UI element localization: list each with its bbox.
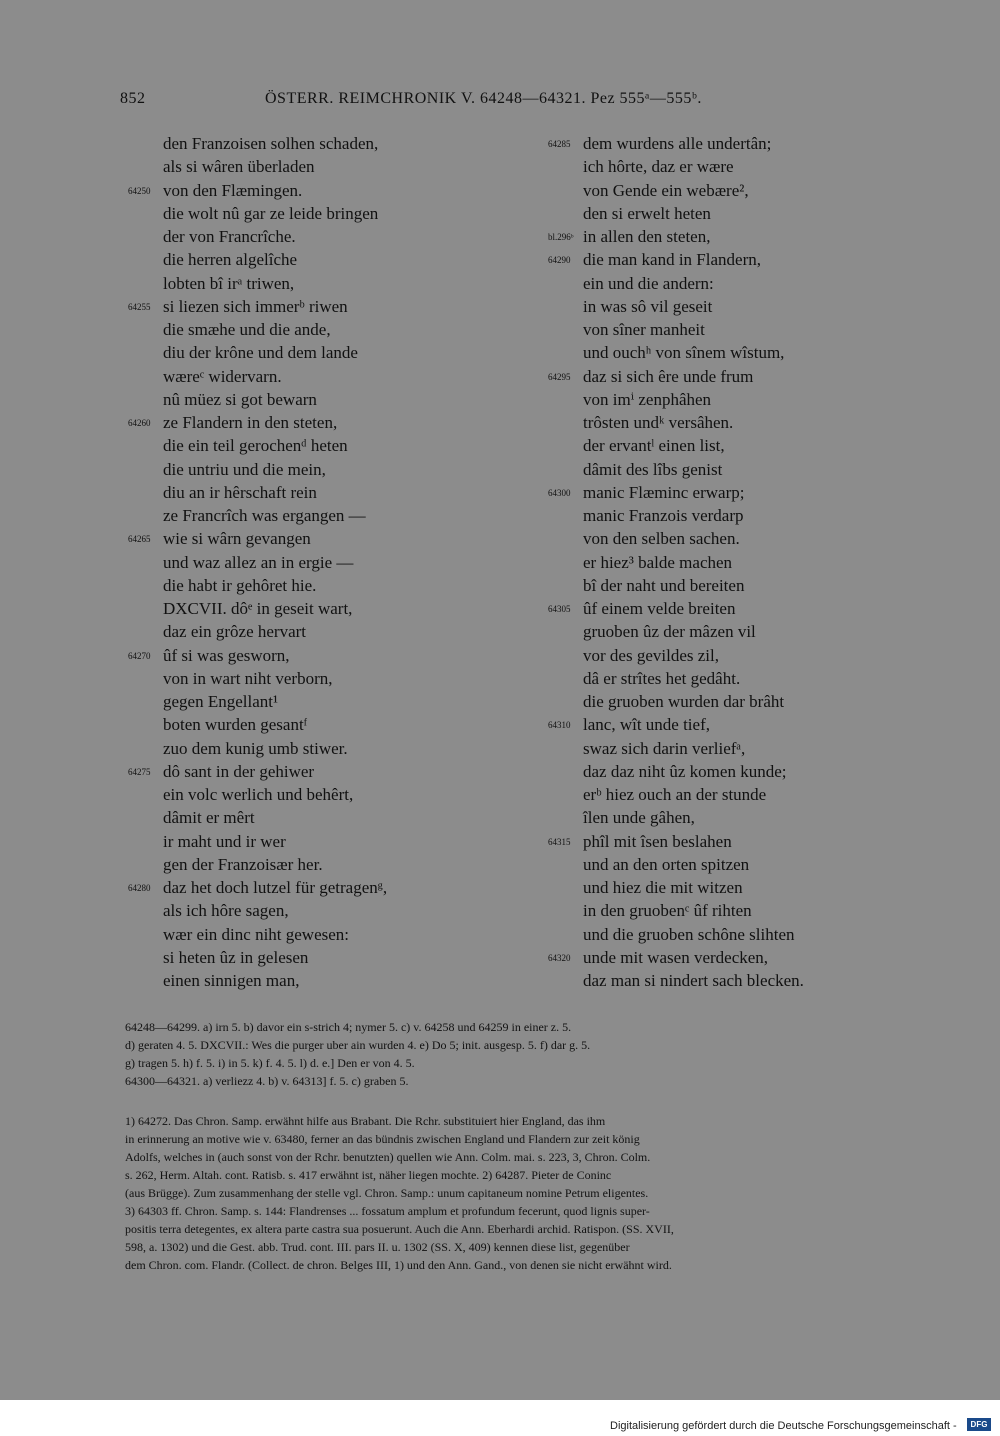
verse-text: daz daz niht ûz komen kunde; [583,761,787,781]
verse-line [490,644,890,667]
verse-line [490,899,890,922]
verse-text: den Franzoisen solhen schaden, [163,134,379,153]
verse-number: 64260 [128,418,151,428]
verse-text: daz si sich êre unde frum [583,366,754,386]
verse-line [0,458,480,481]
verse-line [0,946,480,969]
verse-text: nû müez si got bewarn [163,389,317,409]
verse-text: manic Flæminc erwarp; [583,482,745,502]
verse-text: die gruoben wurden dar brâht [583,692,785,711]
verse-text: gegen Engellant¹ [163,692,279,711]
verse-text: die man kand in Flandern, [583,250,761,270]
verse-line [490,737,890,760]
verse-line [0,295,480,318]
verse-text: ze Francrîch was ergangen — [163,506,366,525]
verse-text: daz ein grôze hervart [163,622,306,642]
verse-line [490,690,890,713]
verse-text: swaz sich darin verliefᵃ, [583,738,746,758]
verse-text: lanc, wît unde tief, [583,715,710,735]
verse-line [0,923,480,946]
verse-line [0,179,480,202]
verse-text: trôsten undᵏ versâhen. [583,413,734,432]
verse-number: 64295 [548,371,571,382]
verse-text: ein und die andern: [583,273,714,293]
verse-line [490,481,890,504]
verse-line [490,946,890,969]
verse-text: die wolt nû gar ze leide bringen [163,203,379,223]
verse-text: lobten bî irᵃ triwen, [163,273,295,293]
verse-text: und an den orten spitzen [583,854,750,874]
verse-text: unde mit wasen verdecken, [583,947,769,967]
verse-text: in allen den steten, [583,227,711,246]
verse-line [0,551,480,574]
verse-line [0,434,480,457]
footnote-line: 598, a. 1302) und die Gest. abb. Trud. cont. III. pars II. u. 1302 (SS. X, 409) kennen diese list, gegenüber [125,1240,630,1254]
footnote-line: in erinnerung an motive wie v. 63480, ferner an das bündnis zwischen England und Flandern zur zeit könig [125,1132,640,1146]
verse-line [0,690,480,713]
verse-text: dâmit er mêrt [163,808,255,828]
footnote-line: positis terra detegentes, ex altera parte castra sua posuerunt. Auch die Ann. Eberhardi archid. Ratispon. (SS. XVII, [125,1222,674,1236]
verse-text: vor des gevildes zil, [583,645,719,665]
verse-line [490,272,890,295]
verse-text: zuo dem kunig umb stiwer. [163,738,348,758]
footnote-line: s. 262, Herm. Altah. cont. Ratisb. s. 417 erwähnt ist, näher liegen mochte. 2) 64287. Pieter de Coninc [125,1168,612,1182]
verse-line [0,644,480,667]
verse-line [0,574,480,597]
verse-line [0,667,480,690]
verse-number: 64300 [548,487,571,498]
verse-text: die habt ir gehôret hie. [163,575,317,595]
verse-text: von in wart niht verborn, [163,668,333,688]
verse-line [490,620,890,643]
verse-text: den si erwelt heten [583,203,711,223]
verse-text: manic Franzois verdarp [583,506,744,525]
verse-text: ir maht und ir wer [163,831,286,851]
verse-line [0,737,480,760]
verse-number: 64290 [548,255,571,266]
verse-line [490,783,890,806]
verse-line [0,527,480,550]
verse-line [490,551,890,574]
verse-line [490,225,890,248]
apparatus-line: 64300—64321. a) verliezz 4. b) v. 64313] f. 5. c) graben 5. [125,1074,409,1088]
verse-text: in was sô vil geseit [583,296,713,316]
verse-line [490,876,890,899]
verse-line [490,760,890,783]
page-number: 852 [120,90,146,107]
verse-text: die herren algelîche [163,250,298,270]
verse-line [0,597,480,620]
verse-line [0,481,480,504]
verse-line [0,504,480,527]
verse-line [490,969,890,992]
verse-text: phîl mit îsen beslahen [583,831,732,851]
verse-text: gen der Franzoisær her. [163,854,323,874]
verse-text: îlen unde gâhen, [583,808,695,828]
verse-text: und die gruoben schône slihten [583,924,795,944]
verse-line [0,899,480,922]
verse-line [490,527,890,550]
verse-line [490,341,890,364]
verse-text: daz man si nindert sach blecken. [583,971,804,990]
verse-line [490,830,890,853]
verse-line [490,458,890,481]
running-title: ÖSTERR. REIMCHRONIK V. 64248—64321. Pez 555ᵃ—555ᵇ. [265,90,702,107]
verse-column-left [0,132,480,992]
verse-text: der ervantˡ einen list, [583,436,725,456]
verse-line [0,225,480,248]
verse-text: wær ein dinc niht gewesen: [163,924,350,944]
footnotes [125,1112,940,1274]
verse-text: und ouchʰ von sînem wîstum, [583,343,785,363]
verse-text: die untriu und die mein, [163,459,326,479]
verse-text: ûf einem velde breiten [583,599,736,618]
verse-text: als ich hôre sagen, [163,901,289,921]
verse-line [0,272,480,295]
verse-text: erᵇ hiez ouch an der stunde [583,785,767,804]
verse-line [490,713,890,736]
verse-line [0,365,480,388]
verse-text: ich hôrte, daz er wære [583,157,734,177]
verse-text: von imⁱ zenphâhen [583,389,712,409]
verse-number: 64315 [548,836,571,847]
verse-text: dô sant in der gehiwer [163,761,315,781]
dfg-logo: DFG [967,1418,991,1431]
verse-text: diu an ir hêrschaft rein [163,482,317,502]
verse-text: die ein teil gerochenᵈ heten [163,436,348,456]
verse-line [0,713,480,736]
verse-text: der von Francrîche. [163,227,296,246]
verse-text: boten wurden gesantᶠ [163,715,308,735]
footnote-line: 3) 64303 ff. Chron. Samp. s. 144: Flandrenses ... fossatum amplum et profundum fecerunt, quod lignis super- [125,1204,650,1218]
verse-line [490,295,890,318]
verse-text: von sîner manheit [583,320,705,339]
verse-number: 64305 [548,604,571,614]
verse-line [0,760,480,783]
verse-text: ze Flandern in den steten, [163,413,338,432]
verse-line [0,132,480,155]
footnote-line: Adolfs, welches in (auch sonst von der Rchr. benutzten) quellen wie Ann. Colm. mai. s. 223, 3, Chron. Colm. [125,1150,651,1164]
verse-line [0,202,480,225]
verse-line [490,597,890,620]
verse-line [0,411,480,434]
verse-line [0,318,480,341]
verse-line [0,388,480,411]
verse-line [490,388,890,411]
verse-line [0,806,480,829]
verse-text: in den gruobenᶜ ûf rihten [583,901,752,921]
verse-text: si liezen sich immerᵇ riwen [163,296,348,316]
verse-text: von den Flæmingen. [163,180,303,200]
verse-text: als si wâren überladen [163,157,315,177]
verse-number: 64280 [128,883,151,893]
verse-text: daz het doch lutzel für getragenᵍ, [163,878,388,897]
verse-number: 64310 [548,720,571,731]
verse-line [490,434,890,457]
verse-line [490,155,890,178]
verse-line [490,202,890,225]
verse-number: 64275 [128,766,151,777]
verse-text: die smæhe und die ande, [163,320,331,339]
verse-text: gruoben ûz der mâzen vil [583,622,756,642]
verse-line [490,574,890,597]
verse-line [0,783,480,806]
apparatus-line: 64248—64299. a) irn 5. b) davor ein s-strich 4; nymer 5. c) v. 64258 und 64259 in einer z. 5. [125,1020,572,1034]
verse-line [490,411,890,434]
verse-text: einen sinnigen man, [163,971,300,990]
verse-text: von Gende ein webære², [583,180,749,200]
apparatus-line: g) tragen 5. h) f. 5. i) in 5. k) f. 4. 5. l) d. e.] Den er von 4. 5. [125,1056,415,1070]
verse-line [490,923,890,946]
verse-line [0,876,480,899]
verse-line [490,667,890,690]
verse-line [0,155,480,178]
verse-line [490,179,890,202]
verse-line [490,853,890,876]
verse-line [0,620,480,643]
verse-text: dem wurdens alle undertân; [583,134,772,153]
verse-text: dâ er strîtes het gedâht. [583,668,741,688]
verse-line [490,365,890,388]
verse-number: 64320 [548,952,571,963]
verse-text: er hiez³ balde machen [583,552,733,572]
verse-text: ein volc werlich und behêrt, [163,785,354,804]
footnote-line: (aus Brügge). Zum zusammenhang der stelle vgl. Chron. Samp.: unum capitaneum nomine Petrum eligentes. [125,1186,649,1200]
verse-text: von den selben sachen. [583,529,740,549]
verse-text: DXCVII. dôᵉ in geseit wart, [163,599,353,618]
verse-line [0,248,480,271]
verse-text: dâmit des lîbs genist [583,459,723,479]
verse-number: 64265 [128,534,151,545]
verse-column-right [490,132,890,992]
verse-number: 64270 [128,650,151,661]
verse-text: diu der krône und dem lande [163,343,358,363]
verse-line [490,318,890,341]
verse-line [490,504,890,527]
verse-line [0,341,480,364]
critical-apparatus [125,1018,940,1090]
verse-line [0,853,480,876]
dfg-credit: Digitalisierung gefördert durch die Deutsche Forschungsgemeinschaft - [610,1420,957,1432]
verse-line [490,132,890,155]
verse-number: bl.296ᵇ [548,232,574,242]
verse-number: 64285 [548,139,571,149]
verse-text: bî der naht und bereiten [583,575,745,595]
verse-number: 64250 [128,185,151,196]
footnote-line: dem Chron. com. Flandr. (Collect. de chron. Belges III, 1) und den Ann. Gand., von denen sie nicht erwähnt wird. [125,1258,672,1272]
verse-line [0,969,480,992]
verse-text: und waz allez an in ergie — [163,552,354,572]
verse-line [490,248,890,271]
verse-line [490,806,890,829]
verse-text: wæreᶜ widervarn. [163,366,282,386]
verse-text: und hiez die mit witzen [583,878,743,897]
apparatus-line: d) geraten 4. 5. DXCVII.: Wes die purger uber ain wurden 4. e) Do 5; init. ausgesp. 5. f) dar g. 5. [125,1038,591,1052]
verse-text: wie si wârn gevangen [163,529,311,549]
verse-text: ûf si was gesworn, [163,645,290,665]
verse-line [0,830,480,853]
verse-text: si heten ûz in gelesen [163,947,309,967]
footnote-line: 1) 64272. Das Chron. Samp. erwähnt hilfe aus Brabant. Die Rchr. substituiert hier England, das ihm [125,1114,606,1128]
verse-number: 64255 [128,301,151,312]
